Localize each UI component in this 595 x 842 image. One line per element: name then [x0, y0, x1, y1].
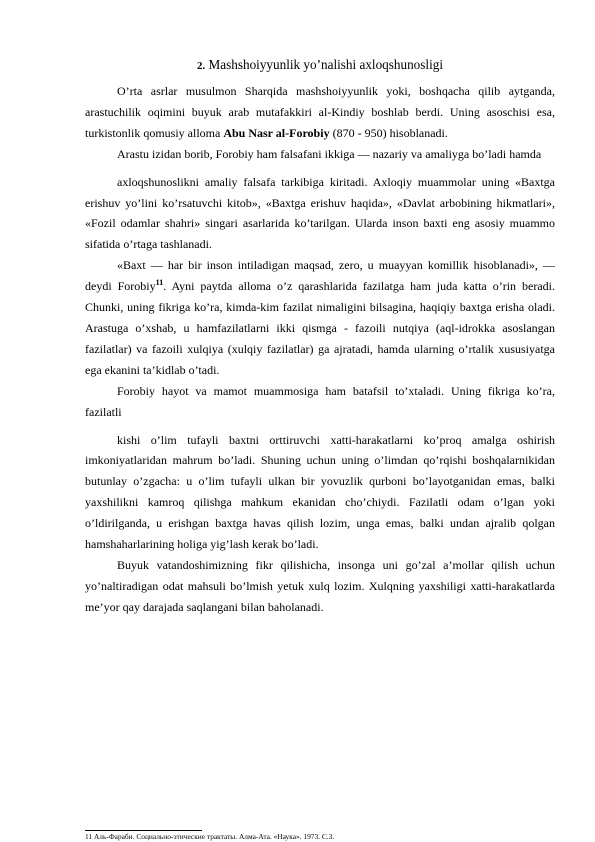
- section-number: 2.: [197, 60, 206, 72]
- paragraph-1-text: O’rta asrlar musulmon Sharqida mashshoiyyunlik yoki, boshqacha qilib aytganda, arastuchilik oqimini buyuk arab mutafakkiri al-Kindiy boshlab berdi. Uning asoschisi esa, turkistonlik qomusiy alloma: [85, 84, 555, 140]
- paragraph-1-dates: (870 - 950) hisoblanadi.: [329, 125, 448, 140]
- paragraph-4-quote: «Baxt — har bir inson intiladigan maqsad, zero, u muayyan komillik hisoblanadi», — deydi Forobiy: [85, 258, 555, 294]
- paragraph-4-text: . Ayni paytda alloma o’z qarashlarida fazilatga ham juda katta o’rin beradi. Chunki, uning fikriga ko’ra, kimda-kim fazilat nimaligini bilsagina, haqiqiy baxtga erisha oladi. Arastuga o’xshab, u hamfazilatlarni ikki qismga - fazoili nutqiya (aql-idrokka asoslangan fazilatlar) va fazoili xulqiya (xulqiy fazilatlar) ga ajratadi, hamda ularning o’rtalik xususiyatga ega ekanini ta’kidlab o’tadi.: [85, 279, 555, 377]
- paragraph-1: [85, 81, 555, 144]
- section-heading: [85, 56, 555, 75]
- paragraph-2: Arastu izidan borib, Forobiy ham falsafani ikkiga — nazariy va amaliyga bo’ladi hamda: [117, 146, 542, 161]
- footnote: 11 Аль-Фараби. Социально-этические трактаты. Алма-Ата. «Наука». 1973. С.3.: [85, 832, 335, 841]
- document-page: [85, 56, 555, 618]
- section-title: Mashshoiyyunlik yo’nalishi axloqshunosligi: [208, 57, 443, 72]
- footnote-divider: [85, 830, 202, 831]
- paragraph-4: [85, 255, 555, 380]
- paragraph-3: axloqshunoslikni amaliy falsafa tarkibiga kiritadi. Axloqiy muammolar uning «Baxtga erishuv yo’lini ko’rsatuvchi kitob», «Baxtga erishuv haqida», «Davlat arbobining hikmatlari», «Fozil odamlar shahri» singari asarlarida ko’tarilgan. Ularda inson baxti eng asosiy muammo sifatida o’rtaga tashlanadi.: [85, 174, 555, 252]
- paragraph-7: Buyuk vatandoshimizning fikr qilishicha, insonga uni go’zal a’mollar qilish uchun yo’naltiradigan odat mahsuli bo’lmish yetuk xulq lozim. Xulqning yaxshiligi xatti-harakatlarda me’yor qay darajada saqlangani bilan baholanadi.: [85, 557, 555, 614]
- footnote-reference: 11: [155, 278, 164, 288]
- paragraph-6: kishi o’lim tufayli baxtni orttiruvchi xatti-harakatlarni ko’proq amalga oshirish imkoniyatlaridan mahrum bo’ladi. Shuning uchun uning o’limdan qo’rqishi boshqalarnikidan butunlay o’zgacha: u o’lim tufayli ulkan bir yovuzlik qurboni bo’layotganidan emas, balki yaxshilikni kamroq qilishga mahkum ekanidan cho’chiydi. Fazilatli odam o’lgan yoki o’ldirilganda, u erishgan baxtga havas qilish lozim, unga emas, balki undan ajralib qolgan hamshaharlarining holiga yig’lash kerak bo’ladi.: [85, 432, 555, 552]
- paragraph-5: Forobiy hayot va mamot muammosiga ham batafsil to’xtaladi. Uning fikriga ko’ra, fazilatli: [85, 383, 555, 419]
- author-name: Abu Nasr al-Forobiy: [223, 125, 330, 140]
